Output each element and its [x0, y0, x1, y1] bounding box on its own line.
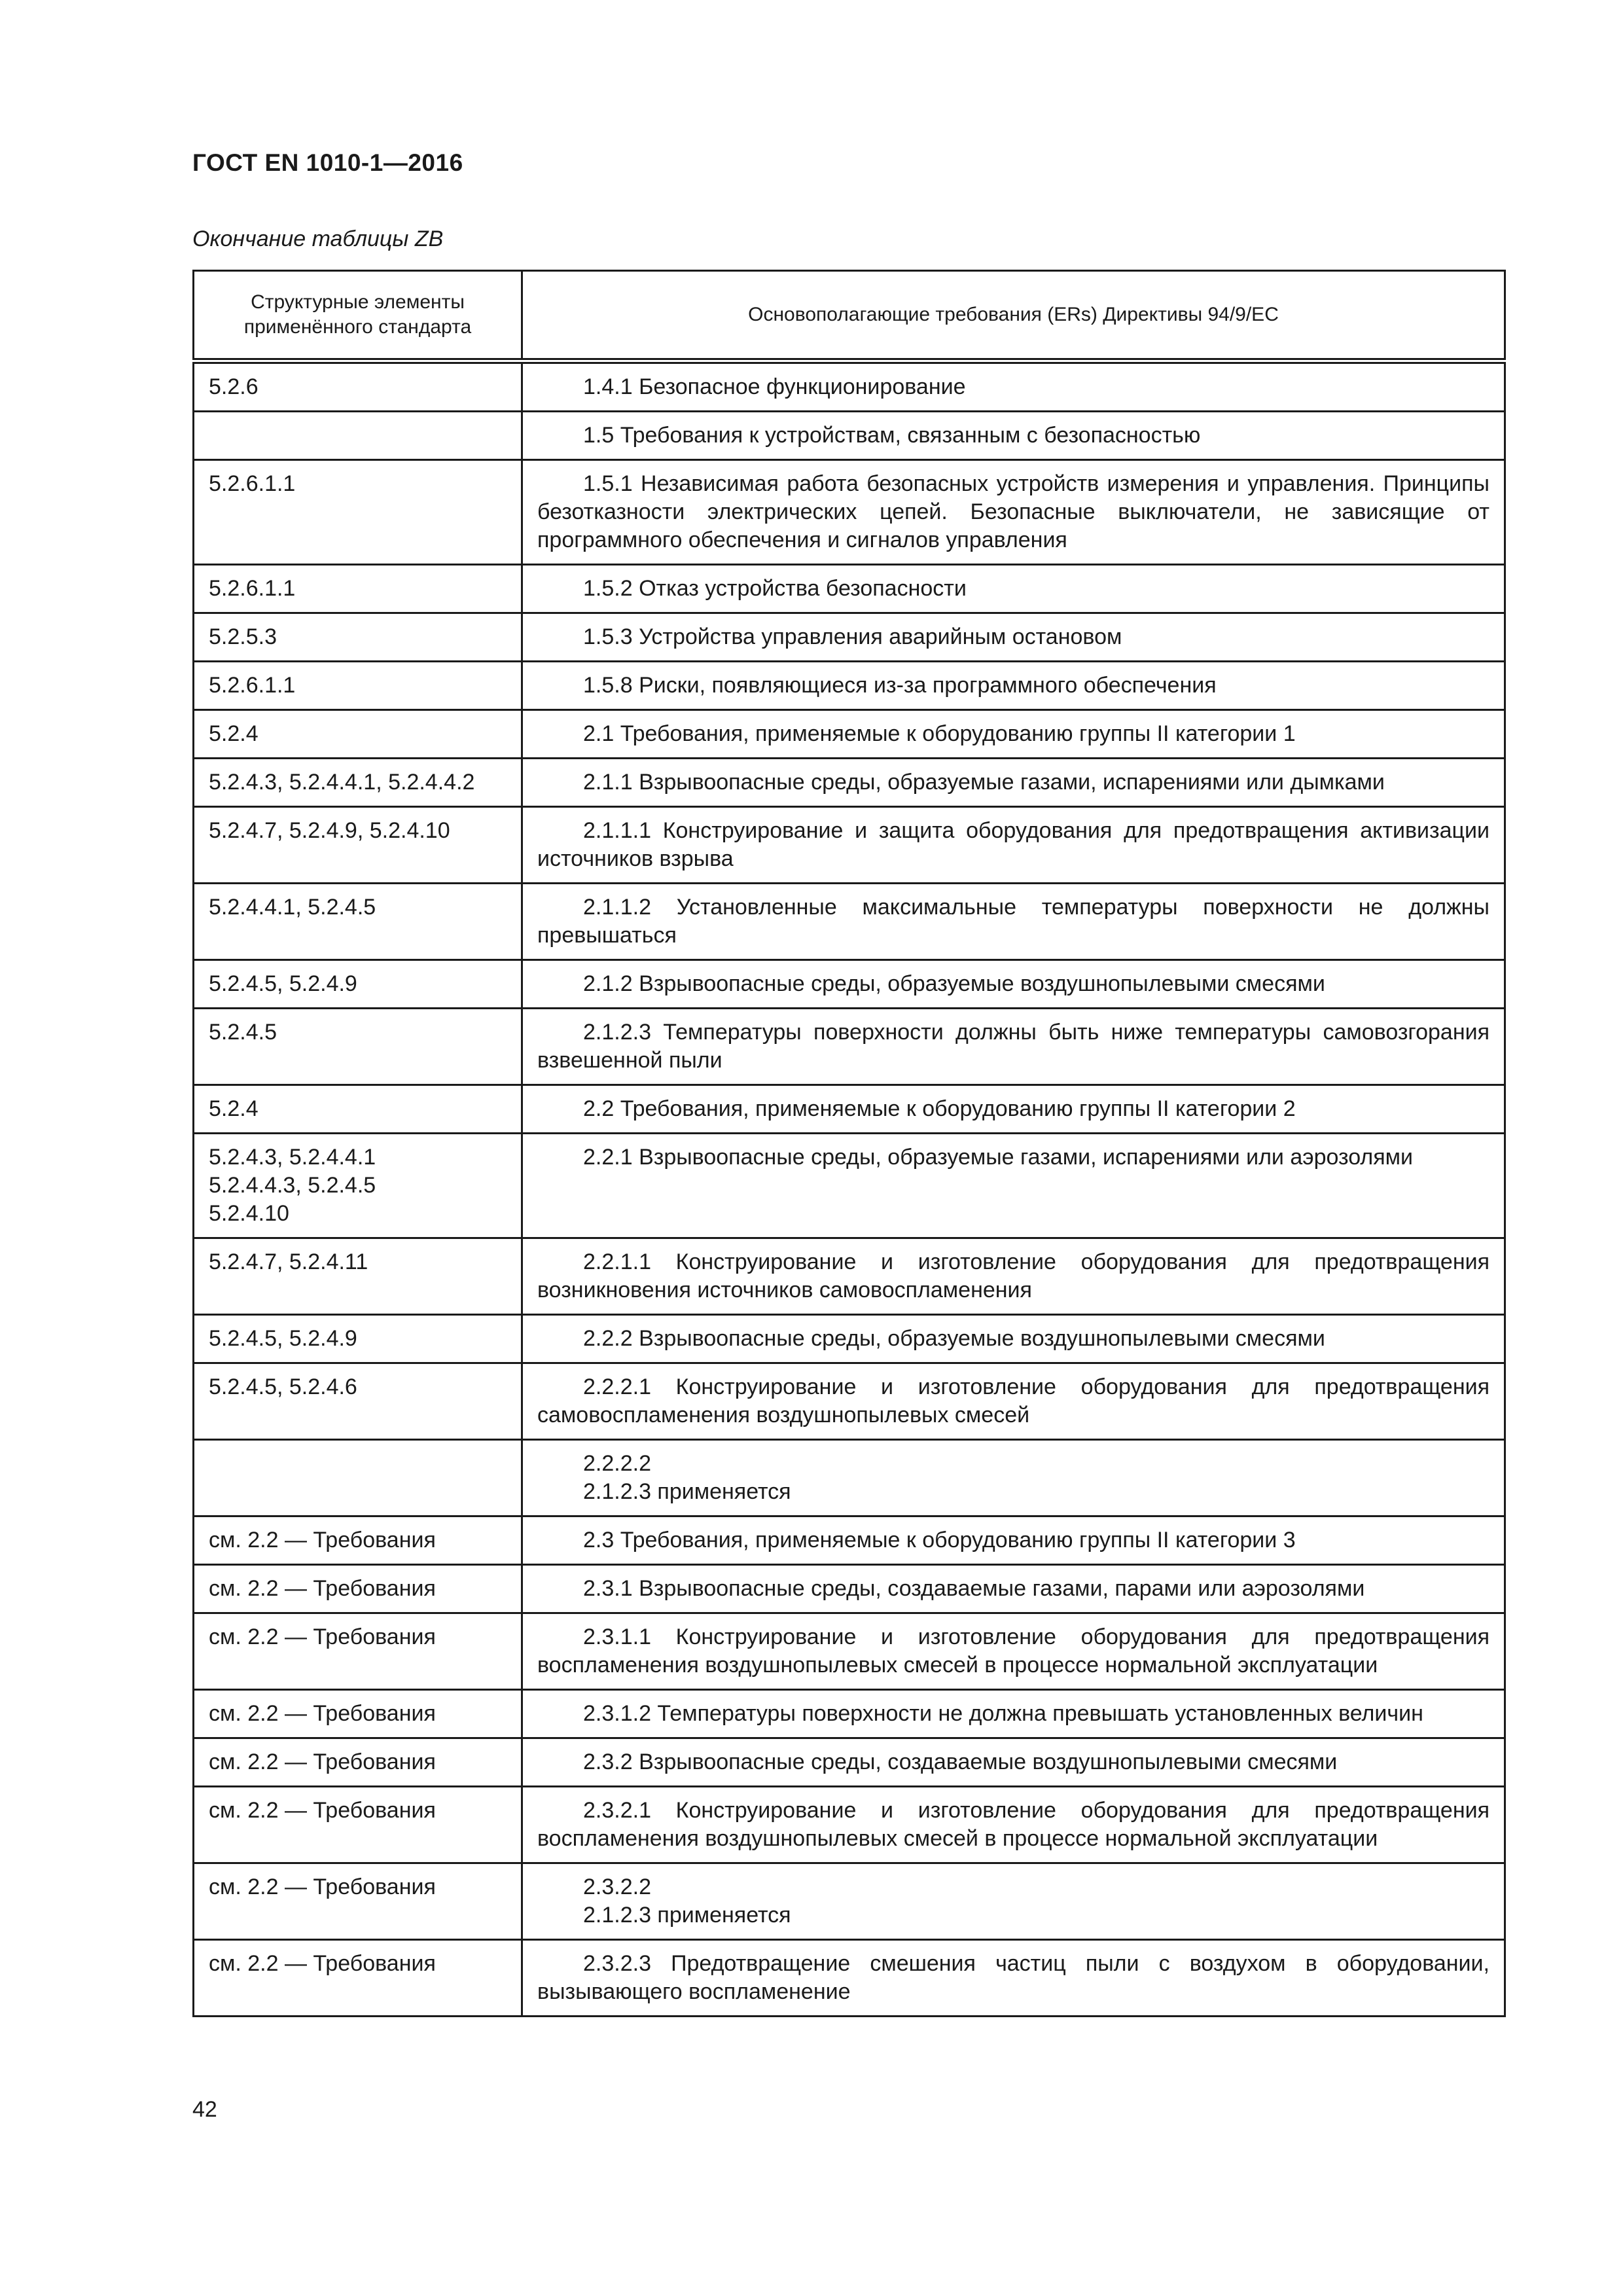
requirement-cell: 1.5.1 Независимая работа безопасных устройств измерения и управления. Принципы безотказности электрических цепей. Безопасные выключатели, не зависящие от программного обеспечения и сигналов управления [522, 460, 1505, 565]
table-row [194, 1440, 1505, 1516]
clause-cell: см. 2.2 — Требования [194, 1863, 522, 1940]
column-header-requirements: Основополагающие требования (ERs) Директивы 94/9/ЕС [522, 271, 1505, 361]
column-header-clauses: Структурные элементы применённого стандарта [194, 271, 522, 361]
clause-cell [194, 412, 522, 460]
clause-cell: 5.2.4.7, 5.2.4.11 [194, 1238, 522, 1315]
requirement-cell: 2.3.2.3 Предотвращение смешения частиц пыли с воздухом в оборудовании, вызывающего воспламенение [522, 1940, 1505, 2017]
requirement-cell: 2.1 Требования, применяемые к оборудованию группы II категории 1 [522, 710, 1505, 759]
table-body [194, 361, 1505, 2017]
clause-cell: 5.2.4.4.1, 5.2.4.5 [194, 884, 522, 960]
requirement-cell: 2.3.2.2 2.1.2.3 применяется [522, 1863, 1505, 1940]
clause-cell: см. 2.2 — Требования [194, 1613, 522, 1690]
table-row [194, 884, 1505, 960]
requirement-cell: 2.3 Требования, применяемые к оборудованию группы II категории 3 [522, 1516, 1505, 1565]
clause-cell: 5.2.4.5, 5.2.4.9 [194, 1315, 522, 1363]
requirement-cell: 2.2.2 Взрывоопасные среды, образуемые воздушнопылевыми смесями [522, 1315, 1505, 1363]
requirement-cell: 2.3.1 Взрывоопасные среды, создаваемые газами, парами или аэрозолями [522, 1565, 1505, 1613]
clause-cell: см. 2.2 — Требования [194, 1940, 522, 2017]
requirement-cell: 1.4.1 Безопасное функционирование [522, 361, 1505, 412]
table-row [194, 460, 1505, 565]
requirement-cell: 1.5.2 Отказ устройства безопасности [522, 565, 1505, 613]
clause-cell: 5.2.4.5 [194, 1009, 522, 1085]
table-row [194, 759, 1505, 807]
clause-cell [194, 1440, 522, 1516]
correspondence-table-zb [192, 270, 1506, 2017]
clause-cell: 5.2.4.3, 5.2.4.4.1 5.2.4.4.3, 5.2.4.5 5.2.4.10 [194, 1134, 522, 1238]
table-row [194, 1690, 1505, 1738]
requirement-cell: 2.1.1.2 Установленные максимальные температуры поверхности не должны превышаться [522, 884, 1505, 960]
clause-cell: см. 2.2 — Требования [194, 1516, 522, 1565]
clause-cell: 5.2.4.5, 5.2.4.6 [194, 1363, 522, 1440]
table-row [194, 1009, 1505, 1085]
requirement-cell: 2.1.1.1 Конструирование и защита оборудования для предотвращения активизации источников взрыва [522, 807, 1505, 884]
table-row [194, 1613, 1505, 1690]
requirement-cell: 2.3.1.2 Температуры поверхности не должна превышать установленных величин [522, 1690, 1505, 1738]
table-header-row [194, 271, 1505, 361]
table-row [194, 1940, 1505, 2017]
table-caption: Окончание таблицы ZB [192, 226, 444, 251]
clause-cell: см. 2.2 — Требования [194, 1690, 522, 1738]
clause-cell: см. 2.2 — Требования [194, 1787, 522, 1863]
requirement-cell: 2.2 Требования, применяемые к оборудованию группы II категории 2 [522, 1085, 1505, 1134]
document-header-title: ГОСТ EN 1010-1—2016 [192, 149, 463, 176]
requirement-cell: 2.3.2 Взрывоопасные среды, создаваемые воздушнопылевыми смесями [522, 1738, 1505, 1787]
clause-cell: см. 2.2 — Требования [194, 1738, 522, 1787]
table-row [194, 1516, 1505, 1565]
requirement-cell: 2.2.1 Взрывоопасные среды, образуемые газами, испарениями или аэрозолями [522, 1134, 1505, 1238]
table-row [194, 1315, 1505, 1363]
clause-cell: 5.2.4.3, 5.2.4.4.1, 5.2.4.4.2 [194, 759, 522, 807]
table-row [194, 1565, 1505, 1613]
clause-cell: 5.2.4.5, 5.2.4.9 [194, 960, 522, 1009]
table-row [194, 662, 1505, 710]
table-row [194, 960, 1505, 1009]
requirement-cell: 1.5.3 Устройства управления аварийным остановом [522, 613, 1505, 662]
table-row [194, 1863, 1505, 1940]
requirement-cell: 2.2.2.1 Конструирование и изготовление оборудования для предотвращения самовоспламенения воздушнопылевых смесей [522, 1363, 1505, 1440]
table-row [194, 361, 1505, 412]
requirement-cell: 2.3.2.1 Конструирование и изготовление оборудования для предотвращения воспламенения воздушнопылевых смесей в процессе нормальной эксплуатации [522, 1787, 1505, 1863]
table-row [194, 1238, 1505, 1315]
table-row [194, 710, 1505, 759]
table-row [194, 565, 1505, 613]
requirement-cell: 2.2.2.2 2.1.2.3 применяется [522, 1440, 1505, 1516]
clause-cell: 5.2.4 [194, 710, 522, 759]
clause-cell: 5.2.6 [194, 361, 522, 412]
clause-cell: 5.2.6.1.1 [194, 662, 522, 710]
page-number: 42 [192, 2097, 217, 2122]
table-header [194, 271, 1505, 361]
clause-cell: 5.2.6.1.1 [194, 460, 522, 565]
table-row [194, 1134, 1505, 1238]
table-row [194, 613, 1505, 662]
requirement-cell: 2.1.2.3 Температуры поверхности должны быть ниже температуры самовозгорания взвешенной пыли [522, 1009, 1505, 1085]
table-row [194, 1085, 1505, 1134]
table-row [194, 1363, 1505, 1440]
clause-cell: 5.2.4 [194, 1085, 522, 1134]
clause-cell: см. 2.2 — Требования [194, 1565, 522, 1613]
requirement-cell: 2.1.1 Взрывоопасные среды, образуемые газами, испарениями или дымками [522, 759, 1505, 807]
requirement-cell: 1.5 Требования к устройствам, связанным с безопасностью [522, 412, 1505, 460]
requirement-cell: 1.5.8 Риски, появляющиеся из-за программного обеспечения [522, 662, 1505, 710]
table-row [194, 1738, 1505, 1787]
clause-cell: 5.2.4.7, 5.2.4.9, 5.2.4.10 [194, 807, 522, 884]
table-row [194, 412, 1505, 460]
requirement-cell: 2.2.1.1 Конструирование и изготовление оборудования для предотвращения возникновения источников самовоспламенения [522, 1238, 1505, 1315]
clause-cell: 5.2.6.1.1 [194, 565, 522, 613]
requirement-cell: 2.1.2 Взрывоопасные среды, образуемые воздушнопылевыми смесями [522, 960, 1505, 1009]
clause-cell: 5.2.5.3 [194, 613, 522, 662]
table-row [194, 807, 1505, 884]
requirement-cell: 2.3.1.1 Конструирование и изготовление оборудования для предотвращения воспламенения воздушнопылевых смесей в процессе нормальной эксплуатации [522, 1613, 1505, 1690]
table-row [194, 1787, 1505, 1863]
